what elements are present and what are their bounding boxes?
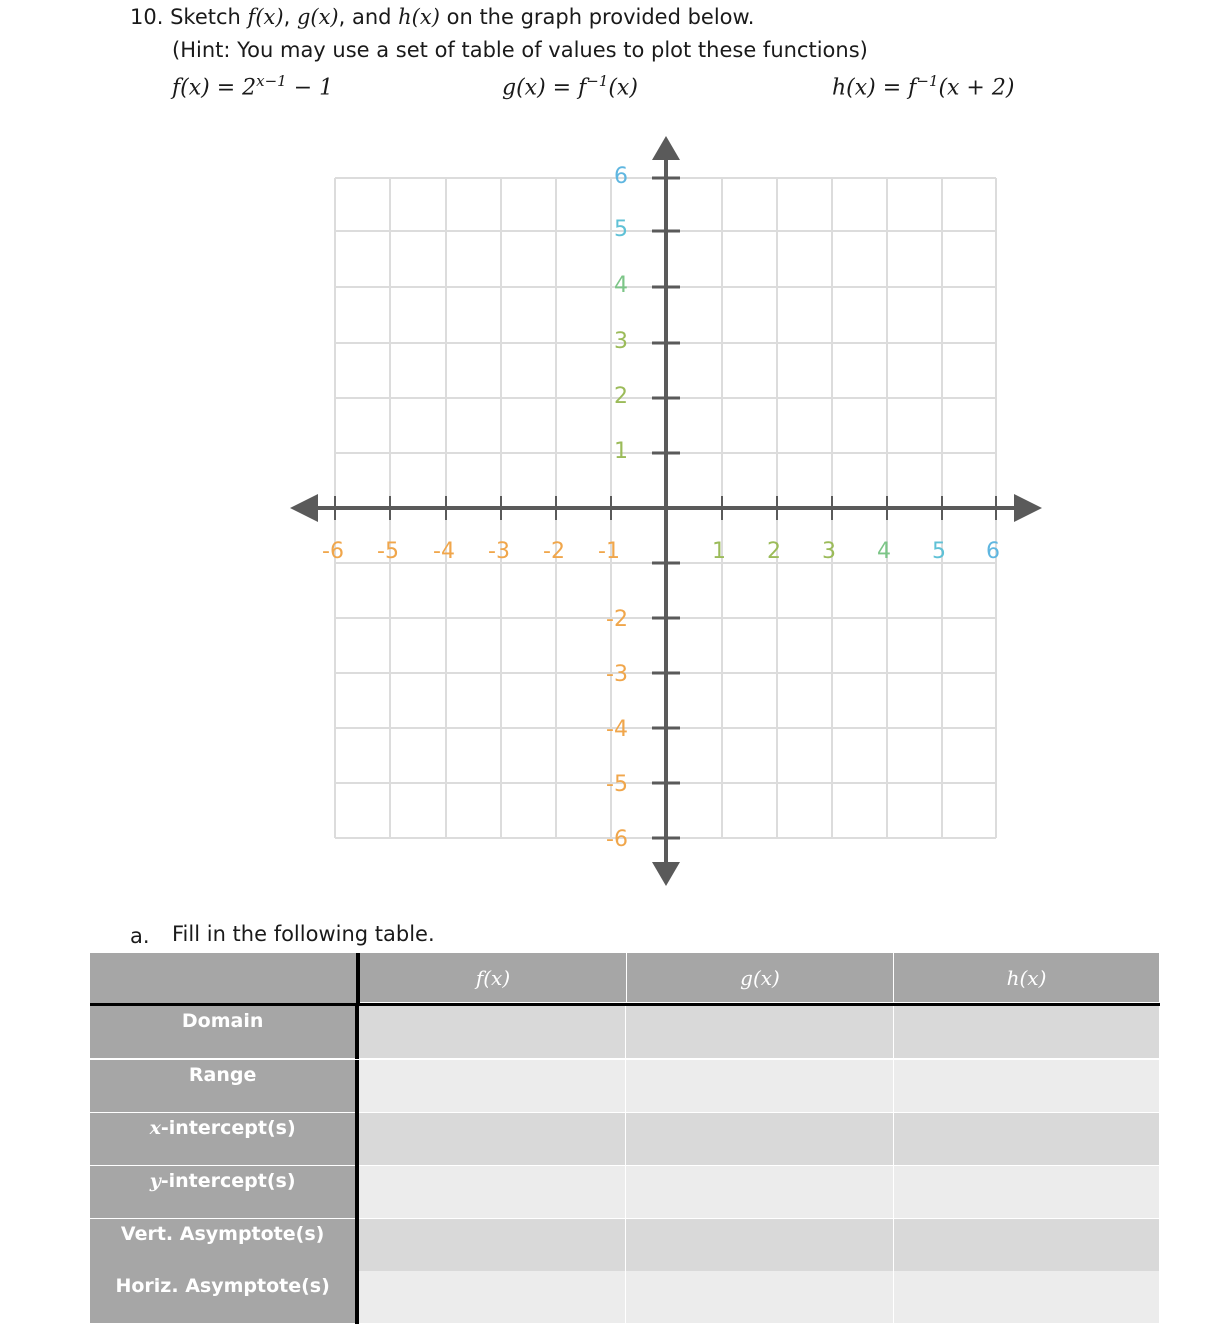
y-tick-label: 3 xyxy=(614,329,628,354)
x-tick-label: -5 xyxy=(377,539,399,564)
header-g: g(x) xyxy=(627,953,894,1003)
header-corner xyxy=(90,953,356,1003)
table-row xyxy=(90,1006,1160,1059)
table-row xyxy=(90,1219,1160,1272)
question-suffix: on the graph provided below. xyxy=(446,5,755,29)
question-prefix: Sketch xyxy=(170,5,241,29)
answer-cell[interactable] xyxy=(894,1166,1160,1219)
axes xyxy=(290,136,1042,886)
x-tick-label: -2 xyxy=(543,539,565,564)
y-tick-label: 1 xyxy=(614,439,628,464)
answer-cell[interactable] xyxy=(626,1006,893,1059)
y-tick-label: 4 xyxy=(614,273,628,298)
x-tick-label: 3 xyxy=(822,539,836,564)
and-text: , and xyxy=(338,5,392,29)
answer-cell[interactable] xyxy=(359,1219,626,1272)
formula-f: $f(x) = 2^{x-1} - 1$ xyxy=(172,72,334,101)
row-label: y -intercept(s) xyxy=(90,1166,355,1219)
y-tick-label: -4 xyxy=(606,717,628,742)
y-tick-label: -5 xyxy=(606,772,628,797)
row-label: Domain xyxy=(90,1006,355,1059)
y-tick-label: 2 xyxy=(614,384,628,409)
y-tick-label: -2 xyxy=(606,607,628,632)
answer-cell[interactable] xyxy=(359,1060,626,1113)
table-header-row xyxy=(90,953,1160,1003)
x-tick-label: 2 xyxy=(767,539,781,564)
answer-cell[interactable] xyxy=(359,1271,626,1324)
answer-cell[interactable] xyxy=(894,1113,1160,1166)
question-number: 10. xyxy=(130,5,164,29)
hint-line: (Hint: You may use a set of table of values to plot these functions) xyxy=(172,38,868,62)
part-a-text: Fill in the following table. xyxy=(172,922,435,946)
y-tick-label: 5 xyxy=(614,217,628,242)
formula-g: $g(x) = f^{-1}(x)$ xyxy=(502,72,638,101)
x-tick-label: 4 xyxy=(877,539,891,564)
answer-cell[interactable] xyxy=(894,1271,1160,1324)
f-of-x: f(x) xyxy=(247,5,284,29)
x-tick-label: 6 xyxy=(986,539,1000,564)
answer-cell[interactable] xyxy=(359,1006,626,1059)
x-tick-label: 5 xyxy=(932,539,946,564)
header-f: f(x) xyxy=(360,953,627,1003)
x-tick-label: -3 xyxy=(488,539,510,564)
h-of-x: h(x) xyxy=(398,5,440,29)
x-tick-label: -6 xyxy=(322,539,344,564)
answer-cell[interactable] xyxy=(894,1060,1160,1113)
answer-cell[interactable] xyxy=(626,1166,893,1219)
answer-cell[interactable] xyxy=(894,1219,1160,1272)
x-tick-label: -1 xyxy=(598,539,620,564)
formula-h: $h(x) = f^{-1}(x + 2)$ xyxy=(832,72,1015,101)
part-a-label: a. xyxy=(130,924,150,948)
answer-cell[interactable] xyxy=(626,1060,893,1113)
y-tick-label: 6 xyxy=(614,164,628,189)
answer-cell[interactable] xyxy=(359,1166,626,1219)
table-row xyxy=(90,1113,1160,1166)
answer-cell[interactable] xyxy=(894,1006,1160,1059)
g-of-x: g(x) xyxy=(296,5,339,29)
x-tick-label: 1 xyxy=(712,539,726,564)
answer-cell[interactable] xyxy=(626,1219,893,1272)
answer-cell[interactable] xyxy=(626,1271,893,1324)
y-tick-label: -3 xyxy=(606,662,628,687)
x-axis-right-arrow xyxy=(1014,494,1042,522)
table-row xyxy=(90,1166,1160,1219)
answer-cell[interactable] xyxy=(359,1113,626,1166)
y-tick-label: -6 xyxy=(606,827,628,852)
answer-cell[interactable] xyxy=(626,1113,893,1166)
x-axis-left-arrow xyxy=(290,494,318,522)
y-axis-down-arrow xyxy=(652,862,680,886)
table-row xyxy=(90,1271,1160,1324)
row-label: Range xyxy=(90,1060,355,1113)
row-label: x -intercept(s) xyxy=(90,1113,355,1166)
row-label: Vert. Asymptote(s) xyxy=(90,1219,355,1272)
header-h: h(x) xyxy=(894,953,1160,1003)
table-row xyxy=(90,1060,1160,1113)
row-label: Horiz. Asymptote(s) xyxy=(90,1271,355,1324)
question-line-1: 10. Sketch f(x), g(x), and h(x) on the graph provided below. xyxy=(130,5,755,29)
x-tick-label: -4 xyxy=(433,539,455,564)
y-axis-up-arrow xyxy=(652,136,680,160)
